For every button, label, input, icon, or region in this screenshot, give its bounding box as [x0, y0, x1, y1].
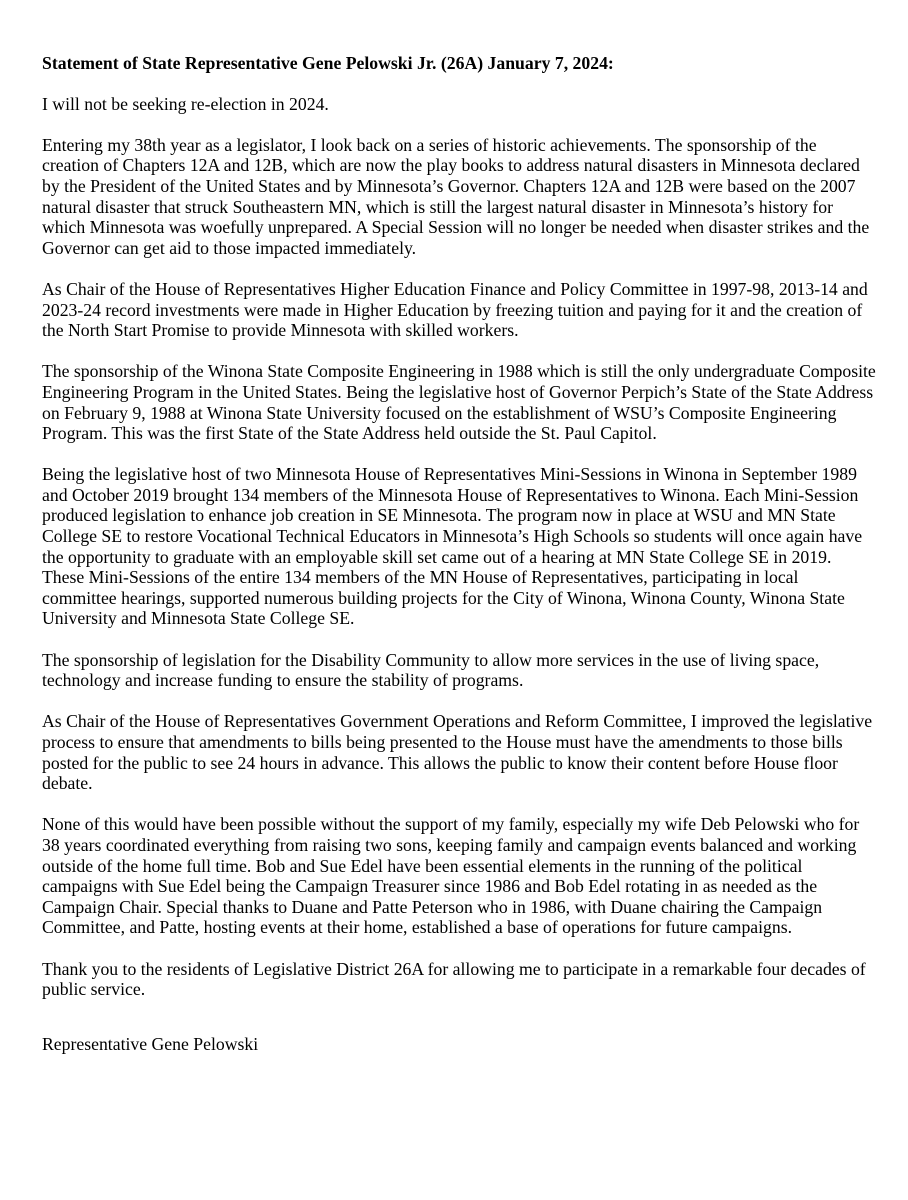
paragraph-higher-education: As Chair of the House of Representatives Higher Education Finance and Policy Committee in 1997-98, 2013-14 and 2023-24 record investments were made in Higher Education by freezing tuition and paying for it and the creation of the North Start Promise to provide Minnesota with skilled workers. [42, 278, 868, 341]
paragraph-government-operations: As Chair of the House of Representatives Government Operations and Reform Committee, I improved the legislative process to ensure that amendments to bills being presented to the House must have the amendments to those bills posted for the public to see 24 hours in advance. This allows the public to know their content before House floor debate. [42, 711, 873, 794]
paragraph-mini-sessions: Being the legislative host of two Minnesota House of Representatives Mini-Sessions in Winona in September 1989 and October 2019 brought 134 members of the Minnesota House of Representatives to Winona. Each Mini-Session produced legislation to enhance job creation in SE Minnesota. The program now in place at WSU and MN State College SE to restore Vocational Technical Educators in Minnesota’s High Schools so students will once again have the opportunity to graduate with an employable skill set came out of a hearing at MN State College SE in 2019. These Mini-Sessions of the entire 134 members of the MN House of Representatives, participating in local committee hearings, supported numerous building projects for the City of Winona, Winona County, Winona State University and Minnesota State College SE. [42, 464, 863, 629]
signature-line: Representative Gene Pelowski [42, 1033, 259, 1054]
paragraph-composite-engineering: The sponsorship of the Winona State Composite Engineering in 1988 which is still the only undergraduate Composite Engineering Program in the United States. Being the legislative host of Governor Perpich’s State of the State Address on February 9, 1988 at Winona State University focused on the establishment of WSU’s Composite Engineering Program. This was the first State of the State Address held outside the St. Paul Capitol. [42, 361, 876, 444]
paragraph-family-thanks: None of this would have been possible without the support of my family, especially my wife Deb Pelowski who for 38 years coordinated everything from raising two sons, keeping family and campaign events balanced and working outside of the home full time. Bob and Sue Edel have been essential elements in the running of the political campaigns with Sue Edel being the Campaign Treasurer since 1986 and Bob Edel rotating in as needed as the Campaign Chair. Special thanks to Duane and Patte Peterson who in 1986, with Duane chairing the Campaign Committee, and Patte, hosting events at their home, established a base of operations for future campaigns. [42, 814, 860, 938]
paragraph-not-seeking-reelection: I will not be seeking re-election in 2024. [42, 93, 329, 114]
statement-heading: Statement of State Representative Gene Pelowski Jr. (26A) January 7, 2024: [42, 53, 614, 73]
statement-document [42, 53, 877, 1072]
paragraph-disaster-chapters: Entering my 38th year as a legislator, I look back on a series of historic achievements. The sponsorship of the creation of Chapters 12A and 12B, which are now the play books to address natural disasters in Minnesota declared by the President of the United States and by Minnesota’s Governor. Chapters 12A and 12B were based on the 2007 natural disaster that struck Southeastern MN, which is still the largest natural disaster in Minnesota’s history for which Minnesota was woefully unprepared. A Special Session will no longer be needed when disaster strikes and the Governor can get aid to those impacted immediately. [42, 134, 870, 258]
paragraph-district-thanks: Thank you to the residents of Legislative District 26A for allowing me to participate in a remarkable four decades of public service. [42, 958, 866, 1000]
paragraph-disability-community: The sponsorship of legislation for the Disability Community to allow more services in the use of living space, technology and increase funding to ensure the stability of programs. [42, 649, 820, 691]
